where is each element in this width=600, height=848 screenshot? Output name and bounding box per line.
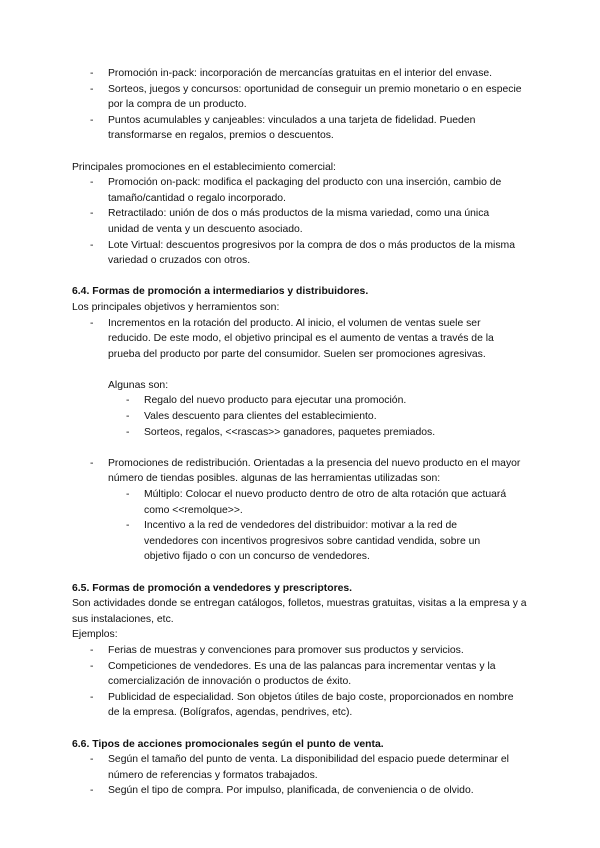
- algunas-list: [0, 393, 600, 440]
- list-item: - Según el tipo de compra. Por impulso, planificada, de conveniencia o de olvido.: [90, 785, 474, 797]
- intro-list: [0, 66, 600, 144]
- list-item: - Ferias de muestras y convenciones para promover sus productos y servicios.: [90, 644, 464, 656]
- establecimiento-list: [0, 175, 600, 269]
- establecimiento-title: Principales promociones en el establecimiento comercial:: [72, 161, 336, 173]
- list-item: - Vales descuento para clientes del establecimiento.: [126, 411, 377, 423]
- algunas-label: Algunas son:: [108, 379, 169, 391]
- list-item: - Múltiplo: Colocar el nuevo producto dentro de otro de alta rotación que actuará como <<remolque>>.: [126, 489, 507, 516]
- list-item: - Competiciones de vendedores. Es una de las palancas para incrementar ventas y la comercialización de innovación o productos de éxito.: [90, 660, 496, 688]
- list-item: - Promoción on-pack: modifica el packaging del producto con una inserción, cambio de tamaño/cantidad o regalo incorporado.: [90, 177, 502, 204]
- section-heading-6-6: 6.6. Tipos de acciones promocionales según el punto de venta.: [72, 738, 384, 750]
- redistribucion-sublist: [0, 487, 600, 565]
- list-item: - Sorteos, juegos y concursos: oportunidad de conseguir un premio monetario o en especie por la compra de un producto.: [90, 83, 522, 111]
- list-item: - Incentivo a la red de vendedores del distribuidor: motivar a la red de vendedores con incentivos progresivos sobre cantidad vendida, sobre un objetivo fijado o con un concurso de vendedores.: [126, 520, 481, 563]
- list-item: - Puntos acumulables y canjeables: vinculados a una tarjeta de fidelidad. Pueden transformarse en regalos, premios o descuentos.: [90, 114, 476, 142]
- s66-list: [0, 752, 600, 799]
- s64-list: [0, 316, 600, 363]
- list-item: - Incrementos en la rotación del producto. Al inicio, el volumen de ventas suele ser reducido. De este modo, el objetivo principal es el aumento de ventas a través de la prueba del producto por parte del consumidor. Suelen ser promociones agresivas.: [90, 317, 494, 360]
- list-item: - Lote Virtual: descuentos progresivos por la compra de dos o más productos de la misma variedad o cruzados con otros.: [90, 239, 515, 267]
- list-item: - Sorteos, regalos, <<rascas>> ganadores, paquetes premiados.: [126, 426, 436, 438]
- list-item: - Publicidad de especialidad. Son objetos útiles de bajo coste, proporcionados en nombre de la empresa. (Bolígrafos, agendas, pendrives, etc).: [90, 691, 514, 719]
- document-page: [0, 66, 600, 799]
- list-item: - Regalo del nuevo producto para ejecutar una promoción.: [126, 395, 407, 407]
- section-intro: Son actividades donde se entregan catálogos, folletos, muestras gratuitas, visitas a la empresa y a sus instalaciones, etc.: [72, 598, 527, 625]
- list-item: - Retractilado: unión de dos o más productos de la misma variedad, como una única unidad de venta y un descuento asociado.: [90, 208, 490, 235]
- s65-list: [0, 643, 600, 721]
- list-item: - Promociones de redistribución. Orientadas a la presencia del nuevo producto en el mayor número de tiendas posibles. algunas de las herramientas utilizadas son:: [90, 457, 521, 485]
- section-heading-6-5: 6.5. Formas de promoción a vendedores y prescriptores.: [72, 582, 353, 594]
- list-item: - Promoción in-pack: incorporación de mercancías gratuitas en el interior del envase.: [90, 68, 493, 79]
- s64-list-2: [0, 456, 600, 487]
- section-heading-6-4: 6.4. Formas de promoción a intermediarios y distribuidores.: [72, 286, 369, 298]
- ejemplos-label: Ejemplos:: [72, 629, 118, 641]
- section-intro: Los principales objetivos y herramientos son:: [72, 301, 280, 313]
- list-item: - Según el tamaño del punto de venta. La disponibilidad del espacio puede determinar el número de referencias y formatos trabajados.: [90, 754, 509, 781]
